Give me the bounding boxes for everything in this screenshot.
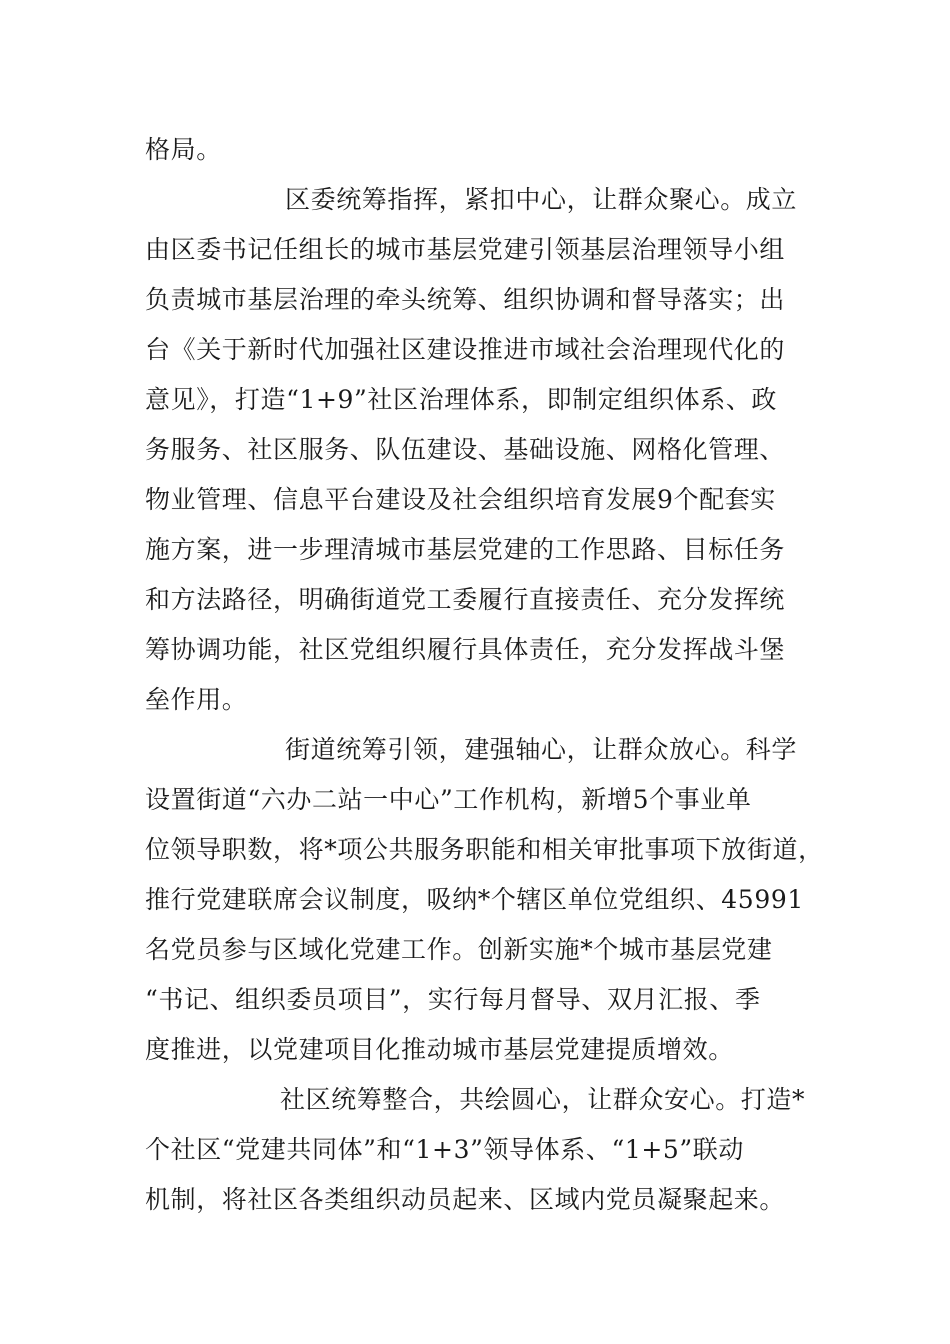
text-line: 物业管理、信息平台建设及社会组织培育发展9个配套实 bbox=[145, 485, 776, 514]
text-line: 推行党建联席会议制度，吸纳*个辖区单位党组织、45991 bbox=[145, 885, 804, 914]
text-line: 设置街道“六办二站一中心”工作机构，新增5个事业单 bbox=[145, 785, 752, 814]
text-line: 务服务、社区服务、队伍建设、基础设施、网格化管理、 bbox=[145, 435, 786, 464]
text-line: “书记、组织委员项目”，实行每月督导、双月汇报、季 bbox=[145, 985, 761, 1014]
paragraph-first-line: 社区统筹整合，共绘圆心，让群众安心。打造* bbox=[280, 1085, 806, 1114]
text-line: 垒作用。 bbox=[145, 685, 248, 714]
text-line: 机制，将社区各类组织动员起来、区域内党员凝聚起来。 bbox=[145, 1185, 786, 1214]
text-line: 和方法路径，明确街道党工委履行直接责任、充分发挥统 bbox=[145, 585, 786, 614]
text-line: 个社区“党建共同体”和“1+3”领导体系、“1+5”联动 bbox=[145, 1135, 745, 1164]
text-line: 施方案，进一步理清城市基层党建的工作思路、目标任务 bbox=[145, 535, 786, 564]
text-line: 名党员参与区域化党建工作。创新实施*个城市基层党建 bbox=[145, 935, 773, 964]
paragraph-first-line: 区委统筹指挥，紧扣中心，让群众聚心。成立 bbox=[285, 185, 798, 214]
text-line: 意见》，打造“1+9”社区治理体系，即制定组织体系、政 bbox=[145, 385, 778, 414]
text-line: 由区委书记任组长的城市基层党建引领基层治理领导小组 bbox=[145, 235, 786, 264]
paragraph-first-line: 街道统筹引领，建强轴心，让群众放心。科学 bbox=[285, 735, 798, 764]
text-line: 位领导职数，将*项公共服务职能和相关审批事项下放街道， bbox=[145, 835, 824, 864]
text-line: 台《关于新时代加强社区建设推进市域社会治理现代化的 bbox=[145, 335, 786, 364]
text-line: 负责城市基层治理的牵头统筹、组织协调和督导落实；出 bbox=[145, 285, 786, 314]
text-line: 度推进，以党建项目化推动城市基层党建提质增效。 bbox=[145, 1035, 734, 1064]
text-line: 格局。 bbox=[145, 135, 222, 164]
text-line: 筹协调功能，社区党组织履行具体责任，充分发挥战斗堡 bbox=[145, 635, 786, 664]
